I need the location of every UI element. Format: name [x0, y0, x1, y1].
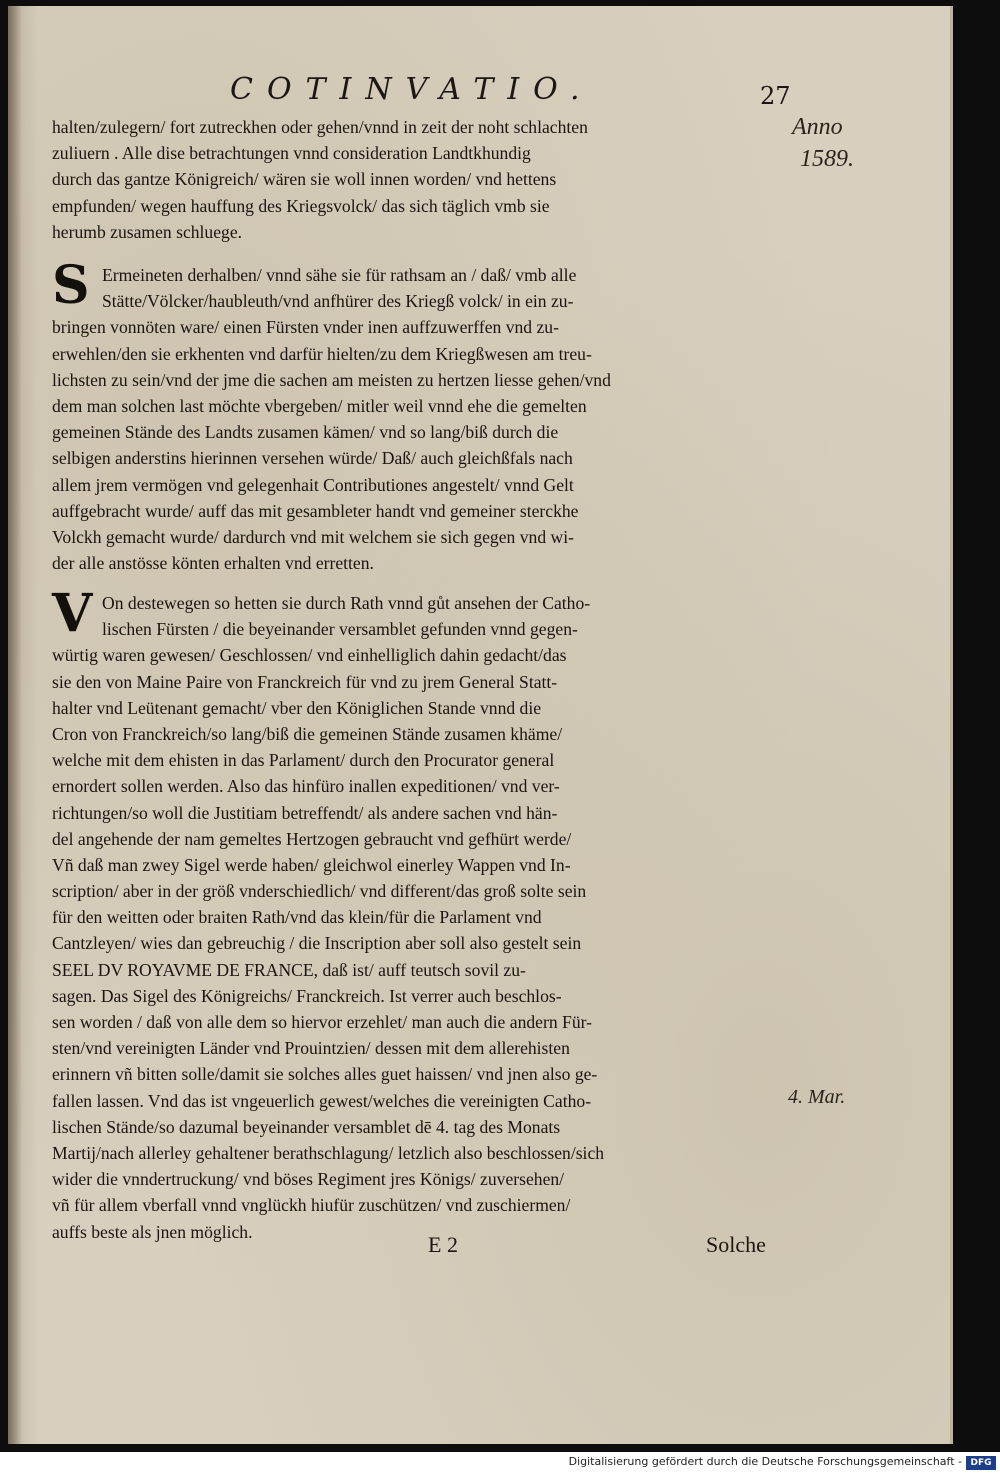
text-line: On destewegen so hetten sie durch Rath vnnd gůt ansehen der Catho-	[102, 593, 591, 613]
paragraph-3	[52, 583, 792, 1245]
text-line: welche mit dem ehisten in das Parlament/ durch den Procurator general	[52, 750, 555, 771]
text-line: vñ für allem vberfall vnnd vnglückh hiufür zuschützen/ vnd zuschiermen/	[52, 1195, 571, 1216]
text-line: del angehende der nam gemeltes Hertzogen gebraucht vnd gefhürt werde/	[52, 828, 572, 849]
text-line: für den weitten oder braiten Rath/vnd das klein/für die Parlament vnd	[52, 907, 542, 928]
text-line: Stätte/Völcker/haubleuth/vnd anfhürer des Kriegß volck/ in ein zu-	[102, 291, 574, 312]
text-line: wider die vnndertruckung/ vnd böses Regiment jres Königs/ zuversehen/	[52, 1169, 565, 1190]
drop-cap-initial: S	[52, 255, 90, 316]
text-line: Cron von Franckreich/so lang/biß die gemeinen Stände zusamen khäme/	[52, 723, 563, 744]
text-line: zuliuern . Alle dise betrachtungen vnnd consideration Landtkhundig	[52, 143, 531, 164]
text-line: sagen. Das Sigel des Königreichs/ Franckreich. Ist verrer auch beschlos-	[52, 985, 562, 1006]
text-line: auffs beste als jnen möglich.	[52, 1221, 253, 1242]
margin-note-date: 4. Mar.	[788, 1086, 846, 1108]
text-line: dem man solchen last möchte vbergeben/ mitler weil vnnd ehe die gemelten	[52, 395, 587, 416]
signature-mark: E 2	[428, 1232, 458, 1257]
text-line: bringen vonnöten ware/ einen Fürsten vnder inen auffzuwerffen vnd zu-	[52, 317, 559, 338]
text-line: fallen lassen. Vnd das ist vngeuerlich gewest/welches die vereinigten Catho-	[52, 1090, 592, 1111]
catchword: Solche	[706, 1232, 766, 1257]
text-line: halten/zulegern/ fort zutreckhen oder gehen/vnnd in zeit der noht schlachten	[52, 117, 588, 137]
text-line: richtungen/so woll die Justitiam betreffendt/ als andere sachen vnd hän-	[52, 802, 558, 823]
text-line: Martij/nach allerley gehaltener berathschlagung/ letzlich also beschlossen/sich	[52, 1142, 605, 1163]
running-header: COTINVATIO.	[230, 72, 594, 107]
text-line: Ermeineten derhalben/ vnnd sähe sie für rathsam an / daß/ vmb alle	[102, 265, 577, 285]
dfg-logo: DFG	[966, 1456, 996, 1470]
text-line: halter vnd Leütenant gemacht/ vber den Königlichen Stande vnnd die	[52, 697, 542, 718]
text-line: lichsten zu sein/vnd der jme die sachen am meisten zu hertzen liesse gehen/vnd	[52, 369, 611, 390]
digitization-credit-bar	[0, 1452, 1000, 1474]
margin-note-anno: Anno	[792, 114, 843, 140]
text-line: ernordert sollen werden. Also das hinfüro inallen expeditionen/ vnd ver-	[52, 776, 560, 797]
text-line: SEEL DV ROYAVME DE FRANCE, daß ist/ auff teutsch sovil zu-	[52, 959, 526, 980]
text-line: durch das gantze Königreich/ wären sie woll innen worden/ vnd hettens	[52, 169, 557, 190]
paragraph-2	[52, 255, 792, 576]
text-line: Cantzleyen/ wies dan gebreuchig / die Inscription aber soll also gestelt sein	[52, 933, 582, 954]
text-line: selbigen anderstins hierinnen versehen würde/ Daß/ auch gleichßfals nach	[52, 448, 573, 469]
text-line: Vñ daß man zwey Sigel werde haben/ gleichwol einerley Wappen vnd In-	[52, 854, 571, 875]
text-line: herumb zusamen schluege.	[52, 221, 243, 242]
margin-note-year: 1589.	[800, 146, 854, 172]
text-line: sie den von Maine Paire von Franckreich für vnd zu jrem General Statt-	[52, 671, 558, 692]
text-line: der alle anstösse könten erhalten vnd erretten.	[52, 553, 374, 574]
text-line: gemeinen Stände des Landts zusamen kämen/ vnd so lang/biß durch die	[52, 422, 559, 443]
text-line: sen worden / daß von alle dem so hiervor erzehlet/ man auch die andern Für-	[52, 1012, 592, 1032]
page-number: 27	[760, 82, 791, 110]
drop-cap-initial: V	[52, 583, 93, 644]
text-line: empfunden/ wegen hauffung des Kriegsvolck/ das sich täglich vmb sie	[52, 195, 550, 216]
text-line: erinnern vñ bitten solle/damit sie solches alles guet haissen/ vnd jnen also ge-	[52, 1064, 598, 1085]
text-line: scription/ aber in der größ vnderschiedlich/ vnd different/das groß solte sein	[52, 881, 587, 902]
text-line: lischen Fürsten / die beyeinander versamblet gefunden vnnd gegen-	[102, 619, 578, 640]
text-line: allem jrem vermögen vnd gelegenhait Contributiones angestelt/ vnnd Gelt	[52, 474, 574, 495]
text-line: Volckh gemacht wurde/ dardurch vnd mit welchem sie sich gegen vnd wi-	[52, 526, 574, 547]
text-line: würtig waren gewesen/ Geschlossen/ vnd einhelliglich dahin gedacht/das	[52, 645, 567, 666]
text-line: sten/vnd vereinigten Länder vnd Prouintzien/ dessen mit dem allerehisten	[52, 1038, 570, 1059]
funding-credit-text: Digitalisierung gefördert durch die Deutsche Forschungsgemeinschaft -	[568, 1455, 962, 1468]
text-line: auffgebracht wurde/ auff das mit gesambleter handt vnd gemeiner sterckhe	[52, 500, 579, 521]
page-gutter	[8, 6, 22, 1444]
text-line: lischen Stände/so dazumal beyeinander versamblet dē 4. tag des Monats	[52, 1116, 561, 1137]
text-line: erwehlen/den sie erkhenten vnd darfür hielten/zu dem Kriegßwesen am treu-	[52, 343, 592, 364]
paragraph-1	[52, 114, 792, 245]
